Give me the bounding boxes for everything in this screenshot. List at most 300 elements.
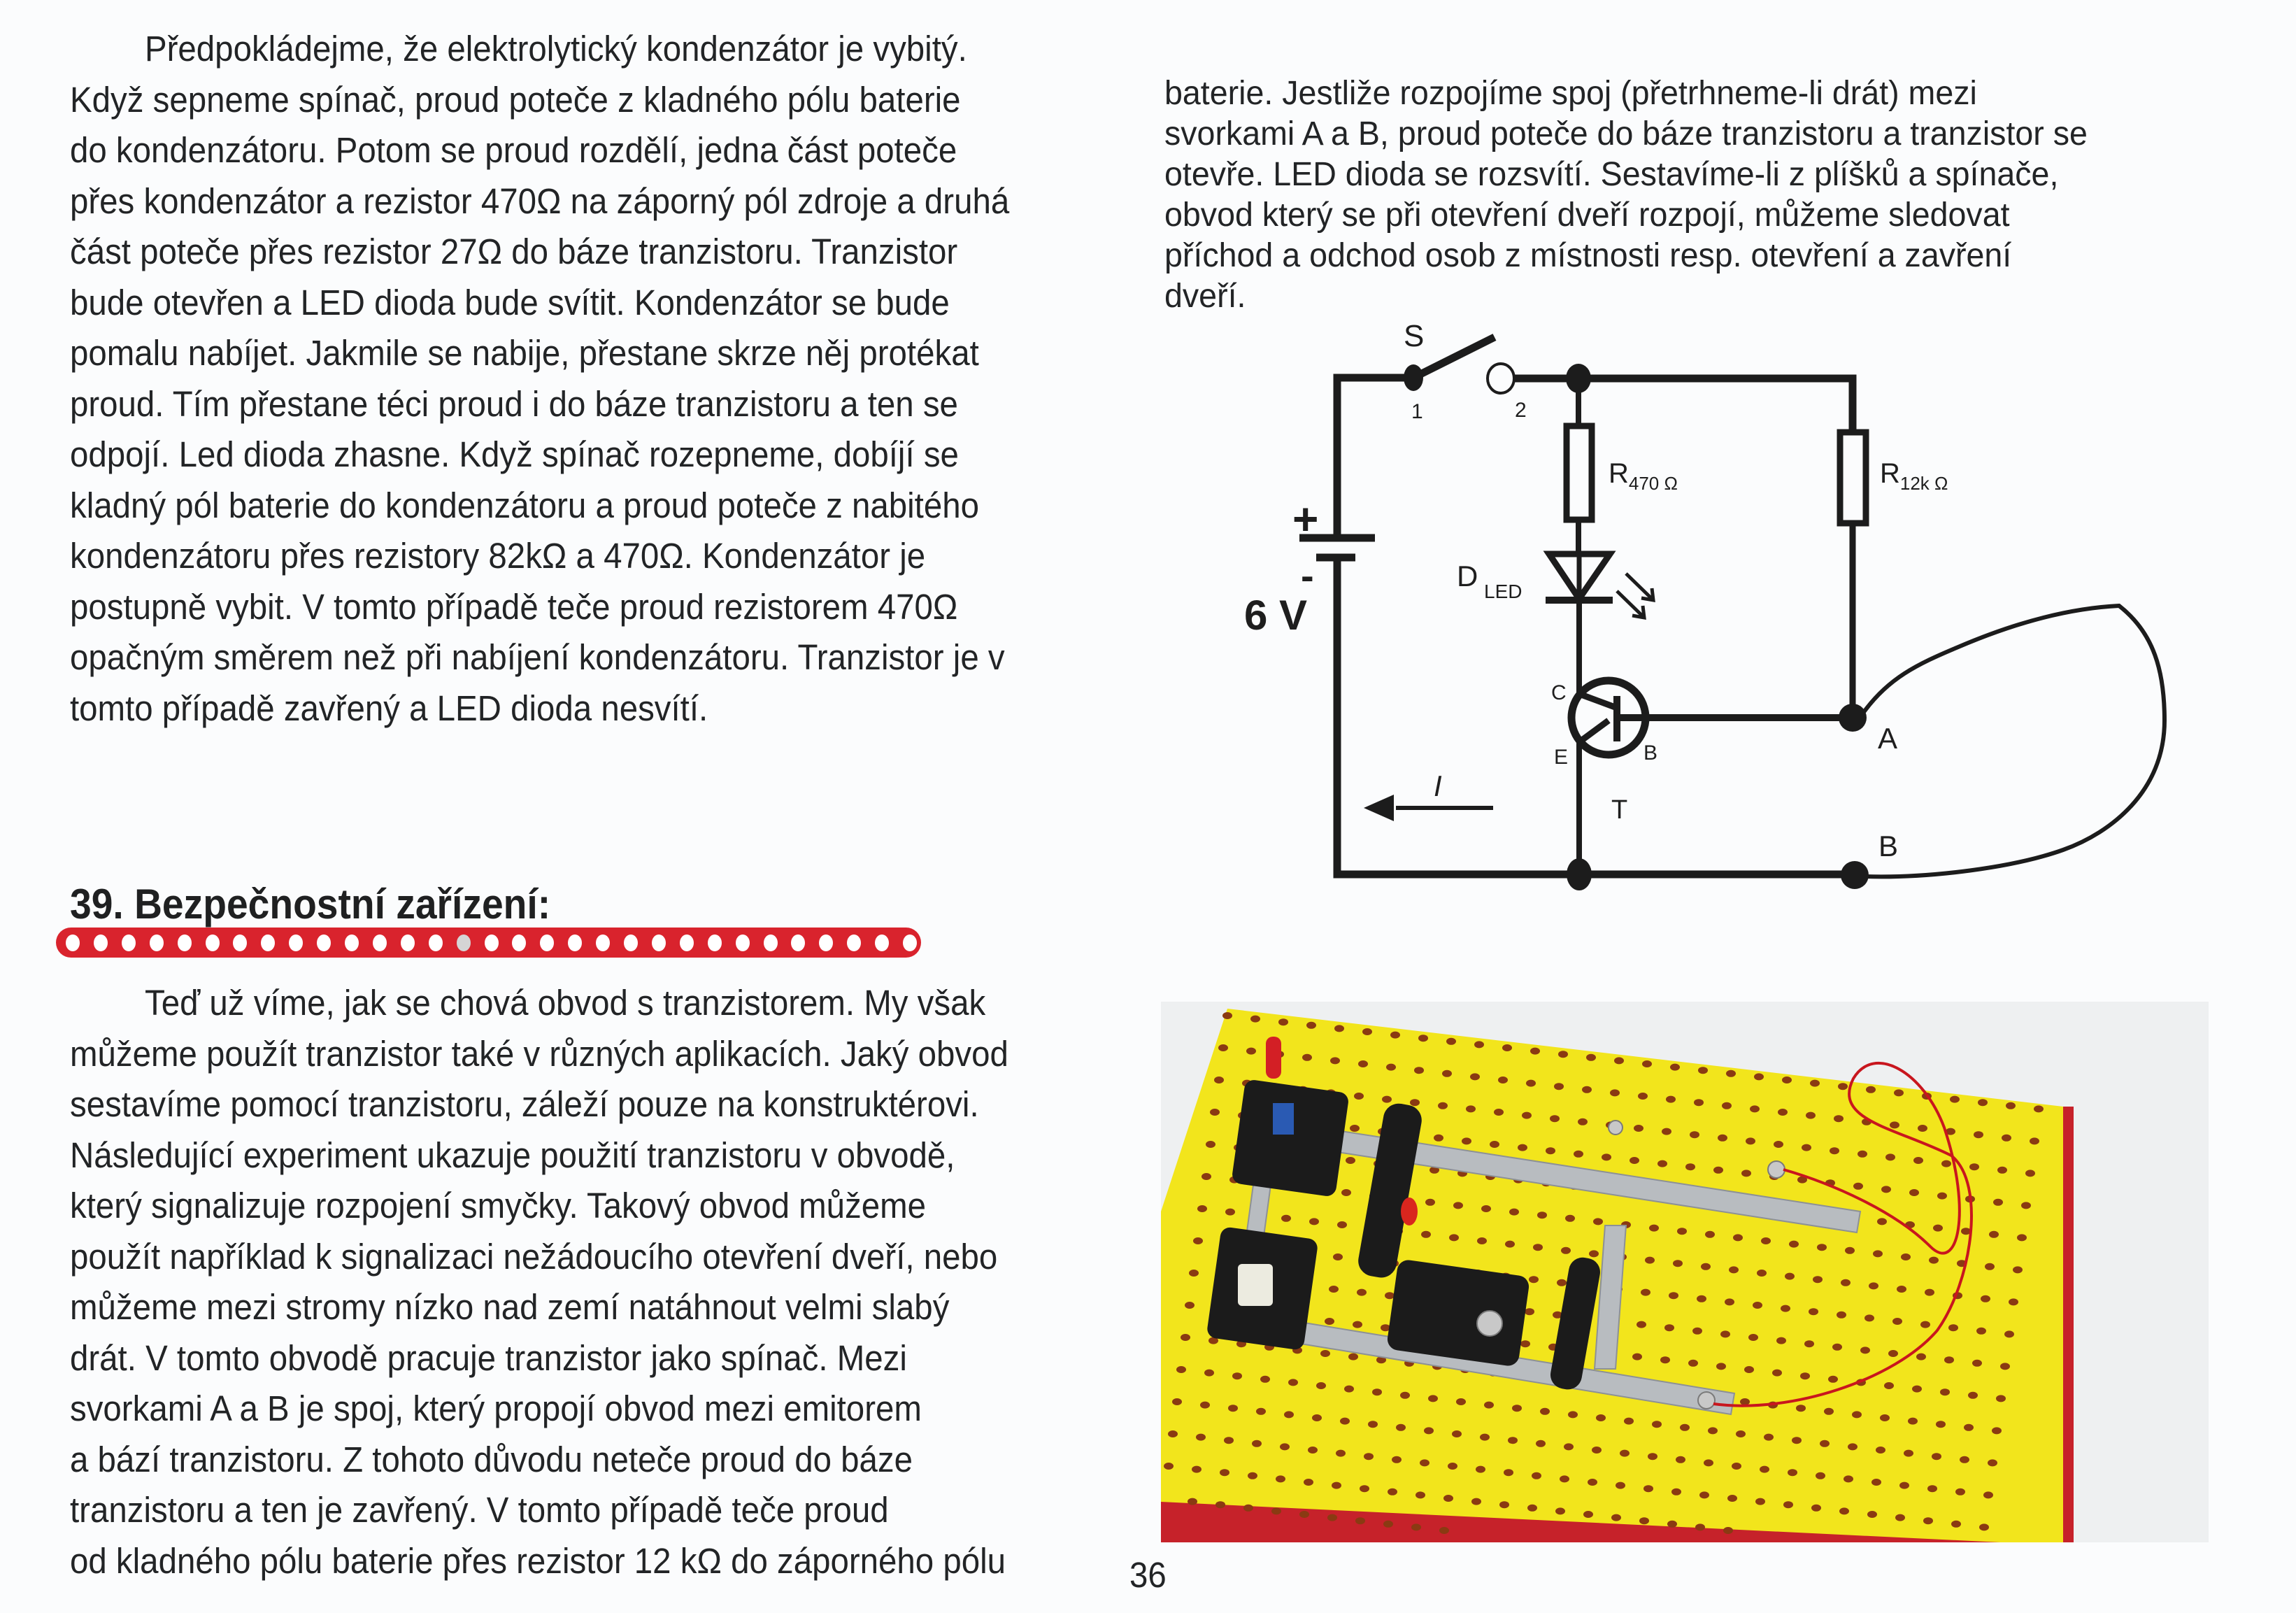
transistor-c-label: C: [1551, 681, 1567, 704]
board-hole: [1558, 1051, 1568, 1058]
board-hole: [1620, 1450, 1630, 1457]
battery-voltage-label: 6 V: [1244, 592, 1308, 639]
board-hole: [1841, 1279, 1851, 1286]
board-hole: [1210, 1109, 1220, 1116]
text-line: kladný pól baterie do kondenzátoru a proud poteče z nabitého: [70, 485, 979, 525]
board-hole: [1699, 1491, 1709, 1498]
board-hole: [1442, 1070, 1452, 1077]
text-line: část poteče přes rezistor 27Ω do báze tranzistoru. Tranzistor: [70, 232, 958, 271]
board-hole: [1853, 1183, 1863, 1190]
board-hole: [1502, 1044, 1512, 1051]
board-hole: [1960, 1456, 1969, 1463]
board-hole: [1414, 1067, 1424, 1074]
board-hole: [1470, 1073, 1480, 1080]
board-hole: [1278, 1018, 1288, 1025]
board-hole: [1670, 1064, 1680, 1071]
board-hole: [1828, 1376, 1838, 1383]
board-hole: [1341, 1189, 1351, 1196]
board-hole: [1988, 1459, 1997, 1466]
board-hole: [1929, 1257, 1939, 1264]
board-hole: [1222, 1012, 1232, 1019]
board-hole: [1550, 1115, 1560, 1122]
board-hole: [1388, 1488, 1397, 1495]
board-hole: [1522, 1112, 1532, 1119]
switch-label: S: [1404, 319, 1425, 353]
board-hole: [1355, 1517, 1365, 1524]
board-hole: [1299, 1511, 1309, 1518]
board-hole: [1561, 1247, 1571, 1254]
board-hole: [1583, 1511, 1593, 1518]
board-hole: [1750, 1105, 1760, 1112]
board-hole: [1557, 1279, 1567, 1286]
board-hole: [1284, 1411, 1294, 1418]
text-line: příchod a odchod osob z místnosti resp. otevření a zavření: [1164, 237, 2012, 274]
board-hole: [1774, 1141, 1783, 1148]
board-hole: [1383, 1521, 1393, 1528]
board-hole: [1755, 1498, 1765, 1505]
board-hole: [1616, 1482, 1625, 1489]
board-hole: [1568, 1411, 1578, 1418]
text-line: proud. Tím přestane téci proud i do báze tranzistoru a ten se: [70, 383, 958, 424]
text-line: svorkami A a B, proud poteče do báze tranzistoru a tranzistor se: [1164, 115, 2088, 152]
board-hole: [1951, 1521, 1961, 1528]
diode-label: D: [1457, 560, 1478, 592]
board-hole: [1985, 1263, 1995, 1270]
board-hole: [1746, 1137, 1755, 1144]
board-hole: [1532, 1472, 1541, 1479]
text-line: přes kondenzátor a rezistor 470Ω na záporný pól zdroje a druhá: [70, 180, 1010, 221]
board-hole: [1673, 1260, 1683, 1267]
board-hole: [1839, 1507, 1849, 1514]
board-hole: [1260, 1376, 1270, 1383]
board-hole: [1671, 1488, 1681, 1495]
board-hole: [1471, 1498, 1481, 1505]
board-hole: [1695, 1523, 1705, 1530]
board-hole: [1785, 1273, 1795, 1280]
board-hole: [1645, 1257, 1655, 1264]
board-hole: [1353, 1321, 1362, 1328]
board-hole: [1792, 1437, 1802, 1444]
board-hole: [1197, 1205, 1207, 1212]
board-hole: [1925, 1289, 1934, 1296]
text-line: postupně vybit. V tomto případě teče proud rezistorem 470Ω: [70, 586, 958, 627]
board-hole: [1592, 1447, 1602, 1454]
board-hole: [1400, 1392, 1410, 1399]
board-hole: [1996, 1395, 2006, 1402]
board-hole: [1499, 1501, 1509, 1508]
board-hole: [1536, 1440, 1546, 1447]
board-hole: [1981, 1295, 1990, 1302]
board-hole: [1936, 1421, 1946, 1428]
board-hole: [1867, 1511, 1877, 1518]
board-hole: [1761, 1237, 1771, 1244]
board-hole: [1723, 1527, 1733, 1534]
board-hole: [1881, 1186, 1891, 1193]
board-hole: [1701, 1263, 1711, 1270]
board-hole: [1974, 1131, 1983, 1138]
board-hole: [1718, 1135, 1727, 1142]
board-hole: [1713, 1167, 1723, 1174]
board-hole: [2009, 1298, 2018, 1305]
board-hole: [1832, 1344, 1842, 1351]
board-hole: [1776, 1337, 1786, 1344]
board-hole: [1337, 1221, 1347, 1228]
board-hole: [1989, 1231, 1999, 1238]
board-hole: [1817, 1244, 1827, 1251]
board-hole: [2000, 1363, 2010, 1370]
board-hole: [1732, 1463, 1741, 1470]
board-hole: [1624, 1418, 1634, 1425]
board-hole: [1884, 1382, 1894, 1389]
board-hole: [1350, 1125, 1360, 1132]
board-hole: [1789, 1241, 1799, 1248]
text-line: použít například k signalizaci nežádoucího otevření dveří, nebo: [70, 1236, 998, 1277]
board-hole: [1757, 1270, 1767, 1277]
board-hole: [1565, 1215, 1575, 1222]
board-hole: [2025, 1170, 2035, 1177]
board-hole: [1189, 1270, 1199, 1277]
board-hole: [1778, 1109, 1788, 1116]
board-hole: [1641, 1289, 1650, 1296]
board-hole: [1410, 1099, 1420, 1106]
board-hole: [1666, 1096, 1676, 1103]
board-hole: [1920, 1321, 1930, 1328]
board-hole: [1574, 1151, 1583, 1158]
board-hole: [1602, 1153, 1611, 1160]
board-hole: [1908, 1418, 1918, 1425]
text-line: opačným směrem než při nabíjení kondenzátoru. Tranzistor je v: [70, 637, 1005, 677]
board-hole: [1411, 1523, 1421, 1530]
board-hole: [1449, 1234, 1459, 1241]
board-hole: [1876, 1447, 1885, 1454]
board-hole: [1676, 1456, 1685, 1463]
board-hole: [1525, 1308, 1534, 1315]
resistor-12k-value: 12k Ω: [1899, 473, 1948, 494]
text-line: a bází tranzistoru. Z tohoto důvodu neteče proud do báze: [70, 1439, 913, 1479]
board-hole: [1172, 1398, 1182, 1405]
board-hole: [1309, 1218, 1319, 1225]
board-hole: [1844, 1475, 1853, 1482]
board-hole: [1834, 1115, 1844, 1122]
board-hole: [1304, 1479, 1313, 1486]
board-hole: [1740, 1398, 1750, 1405]
board-hole: [1421, 1231, 1431, 1238]
board-hole: [1280, 1443, 1290, 1450]
board-hole: [1955, 1488, 1965, 1495]
board-hole: [1425, 1199, 1435, 1206]
resistor-470-label: [1609, 458, 1678, 494]
board-hole: [1630, 1157, 1639, 1164]
board-hole: [1664, 1324, 1674, 1331]
board-hole: [1477, 1237, 1487, 1244]
board-hole: [1727, 1495, 1737, 1502]
text-line: kondenzátoru přes rezistory 82kΩ a 470Ω. Kondenzátor je: [70, 536, 926, 576]
board-hole: [1206, 1141, 1215, 1148]
board-hole: [1372, 1388, 1382, 1395]
switch-pin-2-label: 2: [1515, 399, 1527, 422]
board-hole: [1885, 1153, 1895, 1160]
text-line: tomto případě zavřený a LED dioda nesvítí.: [70, 688, 708, 728]
board-hole: [1202, 1173, 1211, 1180]
terminal-b-node: [1841, 861, 1869, 889]
board-hole: [1192, 1466, 1202, 1473]
terminal-b-label: B: [1878, 830, 1899, 862]
board-hole: [1964, 1424, 1974, 1431]
board-hole: [1944, 1356, 1954, 1363]
board-hole: [2006, 1102, 2016, 1109]
board-hole: [1894, 1089, 1904, 1096]
board-hole: [1972, 1360, 1982, 1367]
board-hole: [1316, 1382, 1326, 1389]
board-hole: [1657, 1160, 1667, 1167]
diode-sub-label: LED: [1484, 581, 1523, 602]
board-hole: [1329, 1286, 1339, 1293]
board-hole: [1443, 1495, 1453, 1502]
board-hole: [1476, 1466, 1485, 1473]
transistor-b-label: B: [1643, 741, 1658, 765]
board-hole: [1344, 1386, 1354, 1393]
battery-minus-label: -: [1301, 553, 1314, 597]
board-hole: [1302, 1054, 1312, 1061]
board-hole: [1923, 1517, 1933, 1524]
board-hole: [1669, 1292, 1678, 1299]
board-hole: [1858, 1151, 1867, 1158]
board-hole: [1649, 1225, 1659, 1232]
text-line: Následující experiment ukazuje použití tranzistoru v obvodě,: [70, 1135, 955, 1175]
resistor-470-icon: [1567, 426, 1592, 520]
board-hole: [1185, 1302, 1195, 1309]
page-number: 36: [1129, 1555, 1167, 1595]
resistor-470-name: R: [1609, 458, 1629, 489]
board-hole: [1530, 1048, 1540, 1055]
board-hole: [1690, 1131, 1699, 1138]
board-hole: [1332, 1482, 1341, 1489]
text-line: Teď už víme, jak se chová obvod s tranzistorem. My však: [145, 983, 986, 1023]
board-hole: [1733, 1234, 1743, 1241]
board-hole: [1518, 1144, 1527, 1151]
board-hole: [1320, 1350, 1330, 1357]
board-hole: [1788, 1469, 1797, 1476]
board-hole: [1871, 1479, 1881, 1486]
board-hole: [1252, 1440, 1262, 1447]
board-hole: [1716, 1363, 1726, 1370]
board-hole: [1941, 1160, 1951, 1167]
board-hole: [1428, 1395, 1438, 1402]
text-line: drát. V tomto obvodě pracuje tranzistor jako spínač. Mezi: [70, 1337, 907, 1378]
board-hole: [1529, 1276, 1539, 1283]
board-hole: [1340, 1418, 1350, 1425]
board-hole: [1360, 1485, 1369, 1492]
board-hole: [1589, 1250, 1599, 1257]
board-hole: [1610, 1089, 1620, 1096]
board-hole: [1950, 1096, 1960, 1103]
board-hole: [1453, 1202, 1463, 1209]
board-hole: [1880, 1414, 1890, 1421]
board-hole: [1899, 1482, 1909, 1489]
board-hole: [1722, 1102, 1732, 1109]
board-hole: [1983, 1491, 1993, 1498]
board-hole: [1193, 1237, 1203, 1244]
board-hole: [2030, 1137, 2039, 1144]
switch-lever-icon: [1413, 337, 1495, 378]
board-hole: [1494, 1109, 1504, 1116]
board-hole: [2002, 1135, 2011, 1142]
text-line: Předpokládejme, že elektrolytický kondenzátor je vybitý.: [145, 29, 967, 69]
board-hole: [1546, 1147, 1555, 1154]
section-heading: 39. Bezpečnostní zařízení:: [70, 881, 551, 928]
board-hole: [1782, 1076, 1792, 1083]
resistor-12k-name: R: [1880, 458, 1900, 489]
board-hole: [1246, 1048, 1256, 1055]
text-line: od kladného pólu baterie přes rezistor 12 kΩ do záporného pólu: [70, 1540, 1006, 1581]
terminal-a-label: A: [1878, 722, 1898, 755]
board-hole: [1772, 1370, 1782, 1377]
board-hole: [1396, 1424, 1406, 1431]
board-hole: [1901, 1253, 1911, 1260]
board-hole: [1969, 1163, 1979, 1170]
board-hole: [1248, 1472, 1257, 1479]
board-hole: [1736, 1430, 1746, 1437]
board-hole: [2013, 1266, 2023, 1273]
board-hole: [1918, 1125, 1927, 1132]
board-hole: [1520, 1340, 1530, 1347]
board-hole: [1634, 1125, 1643, 1132]
junction-node-bottom: [1567, 858, 1592, 890]
board-hole: [1168, 1430, 1178, 1437]
board-hole: [1660, 1356, 1670, 1363]
board-hole: [1890, 1121, 1899, 1128]
board-hole: [1694, 1099, 1704, 1106]
board-hole: [1979, 1523, 1989, 1530]
board-hole: [1181, 1334, 1190, 1341]
text-line: svorkami A a B je spoj, který propojí obvod mezi emitorem: [70, 1388, 922, 1428]
board-hole: [1306, 1022, 1316, 1029]
photo-illustration: [1161, 1002, 2209, 1542]
terminal-a-node: [1839, 704, 1867, 732]
board-hole: [1852, 1411, 1862, 1418]
transistor-e-label: E: [1554, 746, 1569, 769]
board-hole: [1662, 1128, 1671, 1135]
board-hole: [1860, 1346, 1870, 1353]
board-hole: [1848, 1443, 1858, 1450]
text-line: baterie. Jestliže rozpojíme spoj (přetrhneme-li drát) mezi: [1164, 75, 1977, 112]
board-hole: [1218, 1044, 1228, 1051]
board-hole: [1688, 1360, 1698, 1367]
board-hole: [1382, 1096, 1392, 1103]
board-hole: [1869, 1282, 1878, 1289]
board-hole: [1741, 1170, 1751, 1177]
board-hole: [1509, 1209, 1519, 1216]
board-hole: [1897, 1286, 1906, 1293]
board-hole: [1720, 1330, 1730, 1337]
board-hole: [1648, 1453, 1657, 1460]
board-hole: [1864, 1314, 1874, 1321]
board-hole: [1348, 1353, 1358, 1360]
board-hole: [1976, 1328, 1986, 1335]
board-hole: [1680, 1424, 1690, 1431]
board-hole: [1692, 1328, 1702, 1335]
board-hole: [1698, 1067, 1708, 1074]
board-hole: [1225, 1209, 1235, 1216]
board-hole: [1866, 1086, 1876, 1093]
board-hole: [1639, 1517, 1649, 1524]
board-hole: [1726, 1070, 1736, 1077]
board-hole: [1325, 1318, 1334, 1325]
board-hole: [1729, 1266, 1739, 1273]
board-hole: [1927, 1485, 1937, 1492]
switch-toggle-icon: [1266, 1037, 1281, 1079]
board-hole: [1816, 1472, 1825, 1479]
board-hole: [1196, 1434, 1206, 1441]
board-hole: [1611, 1514, 1621, 1521]
board-hole: [1892, 1318, 1902, 1325]
led-photo-icon: [1401, 1198, 1418, 1225]
board-hole: [1250, 1016, 1260, 1023]
board-hole: [1512, 1405, 1522, 1412]
board-hole: [1438, 1102, 1448, 1109]
board-hole: [1888, 1350, 1898, 1357]
text-line: odpojí. Led dioda zhasne. Když spínač rozepneme, dobíjí se: [70, 434, 959, 474]
board-hole: [1537, 1211, 1547, 1218]
board-hole: [1271, 1507, 1281, 1514]
battery-plus-label: +: [1292, 494, 1319, 544]
board-hole: [1783, 1501, 1793, 1508]
text-line: bude otevřen a LED dioda bude svítit. Kondenzátor se bude: [70, 282, 950, 322]
board-hole: [2017, 1234, 2027, 1241]
board-hole: [1677, 1228, 1687, 1235]
text-line: sestavíme pomocí tranzistoru, záleží pouze na konstruktérovi.: [70, 1084, 979, 1124]
board-hole: [1256, 1408, 1266, 1415]
board-hole: [1505, 1241, 1515, 1248]
board-hole: [1420, 1459, 1429, 1466]
board-hole: [1582, 1086, 1592, 1093]
board-hole: [1354, 1093, 1364, 1100]
board-hole: [1760, 1466, 1769, 1473]
board-hole: [1228, 1405, 1238, 1412]
board-hole: [1560, 1475, 1569, 1482]
board-hole: [1462, 1137, 1471, 1144]
board-hole: [1481, 1205, 1491, 1212]
text-line: pomalu nabíjet. Jakmile se nabije, přestane skrze něj protékat: [70, 333, 979, 373]
board-hole: [1873, 1250, 1883, 1257]
current-label: I: [1434, 769, 1442, 802]
board-hole: [1540, 1408, 1550, 1415]
board-hole: [1334, 1025, 1344, 1032]
board-hole: [1809, 1308, 1818, 1315]
board-hole: [1526, 1080, 1536, 1087]
switch-pin-1-label: 1: [1411, 400, 1423, 423]
board-hole: [1336, 1450, 1346, 1457]
board-hole: [1781, 1305, 1790, 1312]
board-hole: [1837, 1312, 1846, 1319]
board-hole: [2021, 1202, 2031, 1209]
board-hole: [1838, 1083, 1848, 1090]
board-hole: [1813, 1276, 1823, 1283]
light-arrows-icon: [1617, 574, 1653, 618]
board-hole: [1993, 1199, 2003, 1206]
board-hole: [1764, 1434, 1774, 1441]
wire-left-top: [1337, 378, 1413, 538]
board-hole: [1385, 1292, 1395, 1299]
board-hole: [1578, 1118, 1588, 1125]
board-hole: [1281, 1215, 1291, 1222]
board-hole: [1308, 1447, 1318, 1454]
board-hole: [1474, 1041, 1484, 1048]
board-hole: [1614, 1057, 1624, 1064]
board-hole: [1232, 1372, 1242, 1379]
text-line: tranzistoru a ten je zavřený. V tomto případě teče proud: [70, 1490, 889, 1530]
board-hole: [1327, 1514, 1337, 1521]
